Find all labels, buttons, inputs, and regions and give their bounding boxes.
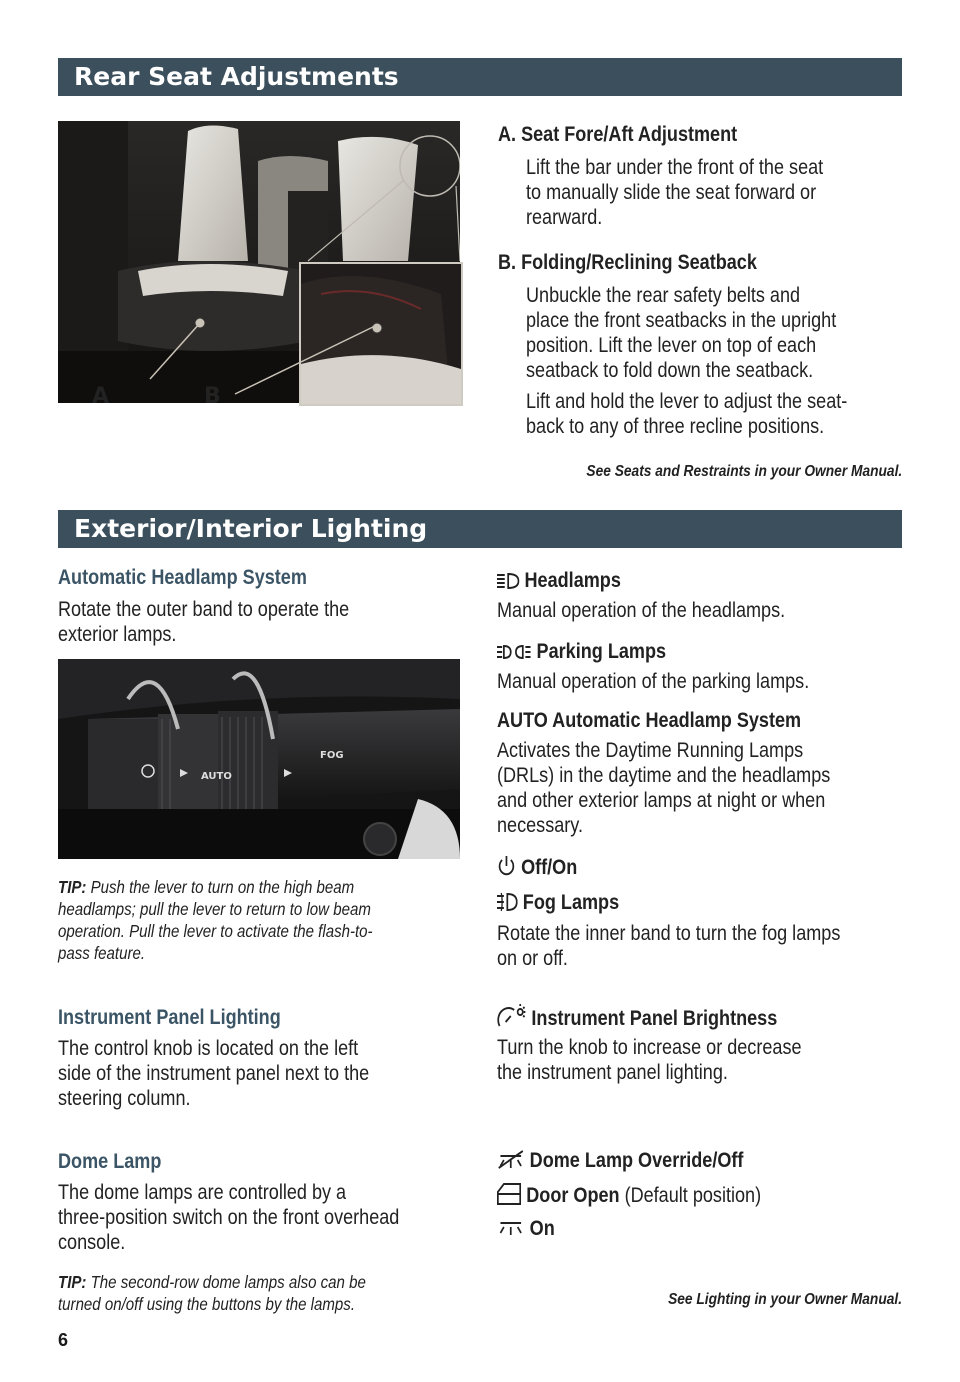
parking-lamp-icon <box>497 643 531 661</box>
lighting-reference: See Lighting in your Owner Manual. <box>668 1291 902 1308</box>
dome-on-heading: On <box>497 1217 555 1241</box>
callout-a: A <box>92 384 110 409</box>
auto-headlamp-heading: Automatic Headlamp System <box>58 566 307 589</box>
headlamp-stalk-photo <box>58 659 460 859</box>
tip-second-row-dome: TIP: The second-row dome lamps also can be turned on/off using the buttons by the lamps. <box>58 1272 366 1314</box>
seat-fore-aft-text: Lift the bar under the front of the seat to manually slide the seat forward or rearward. <box>526 156 824 229</box>
parking-lamps-heading: Parking Lamps <box>497 640 666 664</box>
folding-seatback-text: Unbuckle the rear safety belts and place the front seatbacks in the upright position. Lift the lever on top of each seatback to fold down the seatback. <box>526 284 837 382</box>
callout-b: B <box>204 384 221 409</box>
folding-seatback-heading: B. Folding/Reclining Seatback <box>498 251 757 274</box>
fog-lamps-text: Rotate the inner band to turn the fog lamps on or off. <box>497 922 841 970</box>
dome-override-heading: Dome Lamp Override/Off <box>497 1149 743 1173</box>
dome-lamp-text: The dome lamps are controlled by a three-position switch on the front overhead console. <box>58 1181 400 1254</box>
dome-lamp-off-icon <box>497 1150 525 1170</box>
auto-mode-text: Activates the Daytime Running Lamps (DRLs) in the daytime and the headlamps and other exterior lamps at night or when necessary. <box>497 739 831 837</box>
fog-lamps-heading: Fog Lamps <box>497 891 619 915</box>
parking-lamps-text: Manual operation of the parking lamps. <box>497 670 810 693</box>
fog-lamp-icon <box>497 892 518 912</box>
headlamps-heading: Headlamps <box>497 569 621 593</box>
auto-mode-heading: AUTO Automatic Headlamp System <box>497 709 802 732</box>
dome-lamp-on-icon <box>497 1218 525 1238</box>
dome-lamp-heading: Dome Lamp <box>58 1150 162 1173</box>
panel-lighting-heading: Instrument Panel Lighting <box>58 1006 281 1029</box>
headlamp-icon <box>497 572 519 590</box>
recline-text: Lift and hold the lever to adjust the seat- back to any of three recline positions. <box>526 390 848 438</box>
panel-brightness-heading: Instrument Panel Brightness <box>497 1004 777 1031</box>
page-number: 6 <box>58 1330 69 1350</box>
section-title: Exterior/Interior Lighting <box>74 514 428 543</box>
callout-b-line <box>230 320 380 400</box>
door-open-heading: Door Open (Default position) <box>497 1183 761 1208</box>
auto-headlamp-text: Rotate the outer band to operate the exterior lamps. <box>58 598 350 646</box>
section-header-rear-seat <box>58 58 902 96</box>
panel-brightness-text: Turn the knob to increase or decrease the instrument panel lighting. <box>497 1036 802 1084</box>
seat-fore-aft-heading: A. Seat Fore/Aft Adjustment <box>498 123 738 146</box>
off-on-heading: Off/On <box>497 855 577 880</box>
section-header-lighting <box>58 510 902 548</box>
tip-high-beam: TIP: Push the lever to turn on the high beam headlamps; pull the lever to return to low beam operation. Pull the lever to activate the flash-to- pass feature. <box>58 877 373 963</box>
panel-lighting-text: The control knob is located on the left side of the instrument panel next to the steering column. <box>58 1037 370 1110</box>
seats-reference: See Seats and Restraints in your Owner Manual. <box>586 463 902 480</box>
stalk-fog-label: FOG <box>320 750 344 761</box>
stalk-auto-label: AUTO <box>201 771 232 782</box>
headlamps-text: Manual operation of the headlamps. <box>497 599 786 622</box>
door-open-suffix: (Default position) <box>619 1184 762 1207</box>
power-icon <box>497 855 516 877</box>
panel-brightness-icon <box>497 1004 526 1028</box>
door-open-icon <box>497 1183 521 1205</box>
section-title: Rear Seat Adjustments <box>74 62 399 91</box>
